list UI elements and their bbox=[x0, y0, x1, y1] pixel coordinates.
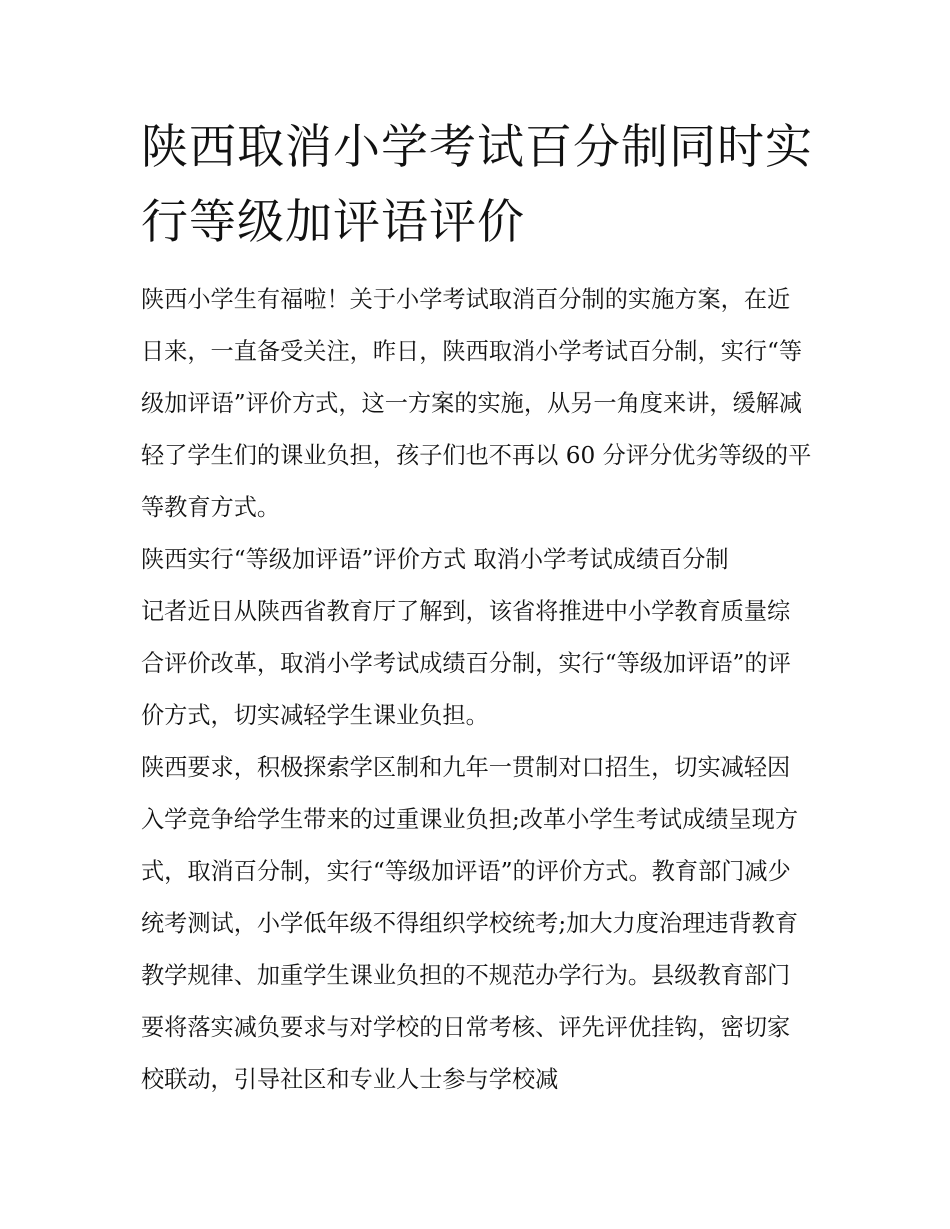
paragraph-subheading: 陕西实行“等级加评语”评价方式 取消小学考试成绩百分制 bbox=[141, 546, 729, 573]
paragraph-intro: 陕西小学生有福啦！关于小学考试取消百分制的实施方案，在近日来，一直备受关注，昨日，陕西取消小学考试百分制，实行“等级加评语”评价方式，这一方案的实施，从另一角度来讲，缓解减轻了学生们的课业负担，孩子们也不再以 60 分评分优劣等级的平等教育方式。 bbox=[141, 286, 812, 521]
document-title: 陕西取消小学考试百分制同时实行等级加评语评价 bbox=[141, 120, 813, 250]
paragraph-requirements: 陕西要求，积极探索学区制和九年一贯制对口招生，切实减轻因入学竞争给学生带来的过重课业负担;改革小学生考试成绩呈现方式，取消百分制，实行“等级加评语”的评价方式。教育部门减少统考测试，小学低年级不得组织学校统考;加大力度治理违背教育教学规律、加重学生课业负担的不规范办学行为。县级教育部门要将落实减负要求与对学校的日常考核、评先评优挂钩，密切家校联动，引导社区和专业人士参与学校减 bbox=[141, 754, 799, 1093]
document-page bbox=[141, 110, 813, 1106]
paragraph-report: 记者近日从陕西省教育厅了解到，该省将推进中小学教育质量综合评价改革，取消小学考试成绩百分制，实行“等级加评语”的评价方式，切实减轻学生课业负担。 bbox=[141, 598, 791, 729]
